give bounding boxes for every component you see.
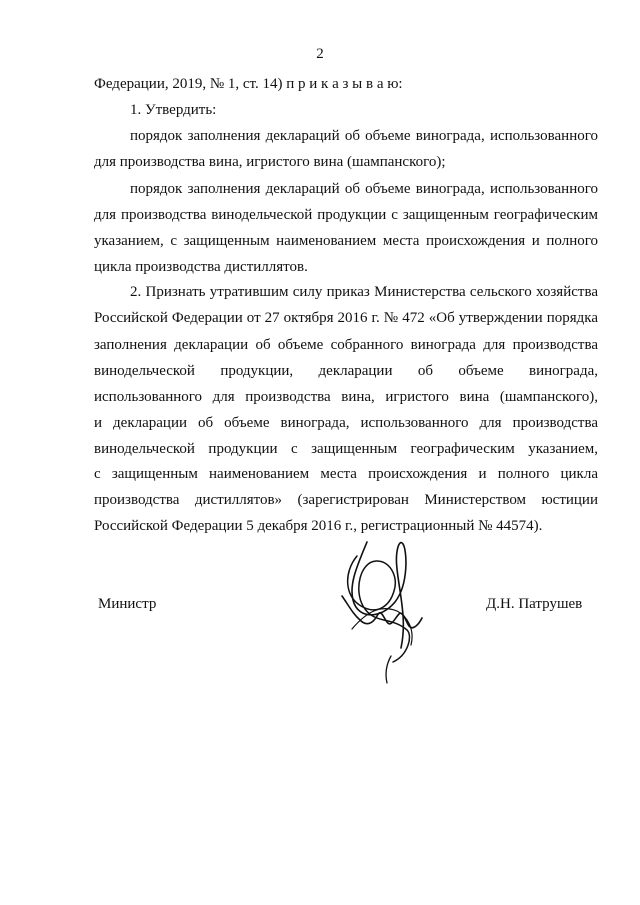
signatory-title: Министр	[98, 596, 157, 612]
paragraph-1-line-1: порядок заполнения деклараций об объеме винограда, использованного	[130, 128, 598, 144]
paragraph-3-line-4: винодельческой продукции, декларации об объеме винограда,	[94, 363, 598, 379]
paragraph-3-line-5: использованного для производства вина, игристого вина (шампанского),	[94, 389, 598, 405]
handwritten-signature	[325, 538, 435, 688]
paragraph-2-line-3: указанием, с защищенным наименованием места происхождения и полного	[94, 233, 598, 249]
paragraph-3-line-1: 2. Признать утратившим силу приказ Министерства сельского хозяйства	[130, 284, 598, 300]
paragraph-2-line-1: порядок заполнения деклараций об объеме винограда, использованного	[130, 181, 598, 197]
list-item-approve: 1. Утвердить:	[130, 102, 217, 118]
text-line-1: Федерации, 2019, № 1, ст. 14) п р и к а з ы в а ю:	[94, 76, 403, 92]
paragraph-3-line-2: Российской Федерации от 27 октября 2016 г. № 472 «Об утверждении порядка	[94, 310, 598, 326]
paragraph-1-line-2: для производства вина, игристого вина (шампанского);	[94, 154, 446, 170]
page-number: 2	[316, 46, 324, 62]
paragraph-3-line-7: винодельческой продукции с защищенным географическим указанием,	[94, 441, 598, 457]
signatory-name: Д.Н. Патрушев	[486, 596, 583, 612]
paragraph-3-line-3: заполнения декларации об объеме собранного винограда для производства	[94, 337, 598, 353]
paragraph-3-line-9: производства дистиллятов» (зарегистрирован Министерством юстиции	[94, 492, 598, 508]
paragraph-3-line-8: с защищенным наименованием места происхождения и полного цикла	[94, 466, 598, 482]
paragraph-2-line-4: цикла производства дистиллятов.	[94, 259, 308, 275]
paragraph-3-line-6: и декларации об объеме винограда, использованного для производства	[94, 415, 598, 431]
paragraph-3-line-10: Российской Федерации 5 декабря 2016 г., регистрационный № 44574).	[94, 518, 543, 534]
paragraph-2-line-2: для производства винодельческой продукции с защищенным географическим	[94, 207, 598, 223]
